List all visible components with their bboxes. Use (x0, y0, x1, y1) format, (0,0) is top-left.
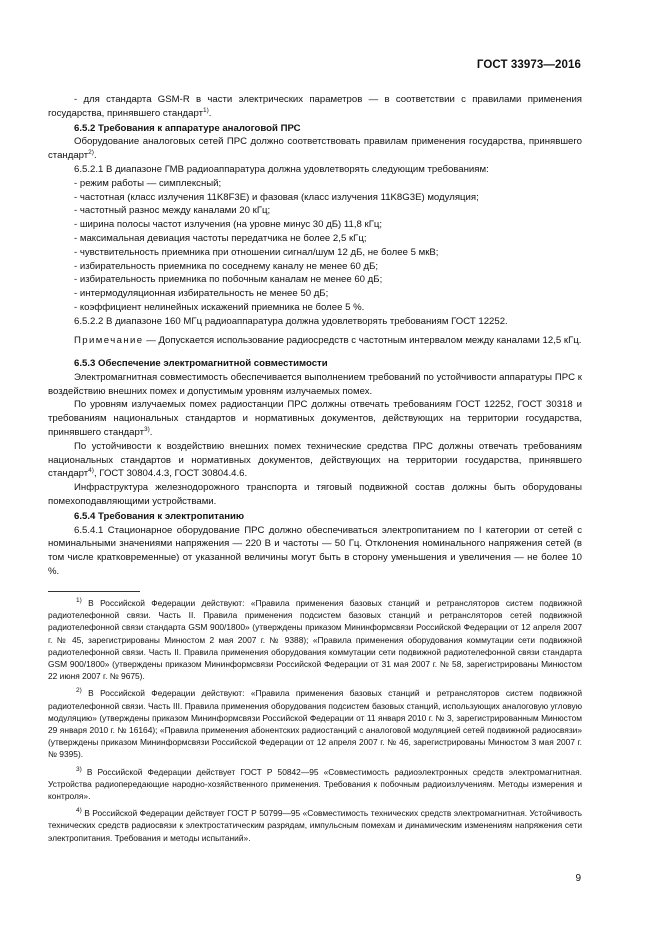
page-number: 9 (575, 873, 581, 884)
section-heading-6-5-3: 6.5.3 Обеспечение электромагнитной совместимости (74, 357, 328, 369)
list-item: - частотный разнос между каналами 20 кГц; (74, 205, 271, 217)
footnote-text: В Российской Федерации действуют: «Правила применения базовых станций и ретрансляторов систем подвижной радиотелефонной связи. Часть III. Правила применения оборудования подсистем базовых станций, использующих аналоговую угловую модуляцию» (утверждены приказом Мининформсвязи Российской Федерации от 11 января 2010 г. № 3, зарегистрированным Минюстом 29 января 2010 г. № 16164); «Правила применения абонентских радиостанций с аналоговой модуляцией сетей подвижной радиосвязи» (утверждены приказом Мининформсвязи Российской Федерации от 12 апреля 2007 г. № 46, зарегистрированы Минюстом 3 мая 2007 г. № 9395). (48, 688, 582, 760)
list-item: - частотная (класс излучения 11K8F3E) и фазовая (класс излучения 11K8G3E) модуляция; (74, 191, 479, 203)
footnote-text: В Российской Федерации действует ГОСТ Р 50842—95 «Совместимость радиоэлектронных средств электромагнитная. Устройства радиопередающие народно-хозяйственного применения. Требования к побочным радиоизлучениям. Методы измерения и контроля». (48, 766, 582, 802)
footnote-mark: 1) (76, 597, 82, 604)
footnote-ref: 4) (88, 467, 94, 475)
footnote-mark: 3) (76, 765, 82, 773)
document-code-header: ГОСТ 33973—2016 (476, 59, 581, 71)
section-heading-6-5-2: 6.5.2 Требования к аппаратуре аналоговой ПРС (74, 122, 301, 134)
paragraph-infrastructure: Инфраструктура железнодорожного транспорта и тяговый подвижной состав должны быть оборудованы помехоподавляющими устройствами. (48, 482, 582, 507)
footnote-divider (48, 591, 140, 592)
list-item: - чувствительность приемника при отношении сигнал/шум 12 дБ, не более 5 мкВ; (74, 246, 439, 258)
paragraph-6-5-2-2: 6.5.2.2 В диапазоне 160 МГц радиоаппаратура должна удовлетворять требованиям ГОСТ 12252. (74, 315, 508, 327)
footnote (48, 766, 582, 803)
list-item: - интермодуляционная избирательность не менее 50 дБ; (74, 288, 329, 300)
paragraph-text-end: , ГОСТ 30804.4.3, ГОСТ 30804.4.6. (93, 468, 248, 480)
note-text: — Допускается использование радиосредств с частотным интервалом между каналами 12,5 кГц. (143, 334, 582, 346)
section-heading-6-5-4: 6.5.4 Требования к электропитанию (74, 510, 245, 522)
paragraph-emc: Электромагнитная совместимость обеспечивается выполнением требований по устойчивости аппаратуры ПРС к воздействию внешних помех и допустимым уровням излучаемых помех. (48, 371, 582, 397)
paragraph-text: По уровням излучаемых помех радиостанции ПРС должны отвечать требованиям ГОСТ 12252, ГОСТ 30318 и требованиям национальных стандартов и нормативных документов, действующих на территории государства, принявшего стандарт (48, 399, 582, 438)
paragraph-6-5-2-1: 6.5.2.1 В диапазоне ГМВ радиоаппаратура должна удовлетворять следующим требованиям: (74, 163, 489, 175)
paragraph-gsm-r (48, 93, 582, 121)
list-item: - избирательность приемника по соседнему каналу не менее 60 дБ; (74, 260, 379, 272)
list-item: - максимальная девиация частоты передатчика не более 2,5 кГц; (74, 232, 367, 244)
paragraph-text-end: . (149, 426, 153, 438)
paragraph-text: По устойчивости к воздействию внешних помех технические средства ПРС должны отвечать требованиям национальных стандартов и нормативных документов, действующих на территории государства, принявшего стандарт (48, 440, 582, 480)
footnote-text: В Российской Федерации действует ГОСТ Р 50799—95 «Совместимость технических средств электромагнитная. Устойчивость технических средств радиосвязи к электростатическим разрядам, импульсным помехам и динамическим изменениям напряжения сети электропитания. Требования и методы испытаний». (48, 808, 582, 843)
footnote (48, 687, 582, 760)
note-label: Примечание (74, 334, 144, 346)
footnote (48, 807, 582, 844)
paragraph-immunity (48, 440, 582, 481)
list-item: - коэффициент нелинейных искажений приемника не более 5 %. (74, 301, 365, 313)
footnote (48, 597, 582, 682)
list-item: - режим работы — симплексный; (74, 177, 222, 189)
paragraph-text-end: . (93, 150, 97, 162)
paragraph-analog-equipment (48, 135, 582, 163)
main-text (48, 93, 582, 579)
paragraph-text: - для стандарта GSM-R в части электрических параметров — в соответствии с правилами применения государства, принявшего стандарт (48, 94, 582, 119)
footnote-mark: 2) (76, 687, 82, 695)
paragraph-text: Оборудование аналоговых сетей ПРС должно соответствовать правилам применения государства, принявшего стандарт (48, 136, 582, 162)
paragraph-emission-levels (48, 398, 582, 439)
list-item: - ширина полосы частот излучения (на уровне минус 30 дБ) 11,8 кГц; (74, 219, 383, 231)
footnote-mark: 4) (76, 807, 82, 815)
paragraph-6-5-4-1: 6.5.4.1 Стационарное оборудование ПРС должно обеспечиваться электропитанием по I категории от сетей с номинальными значениями напряжения — 220 В и частоты — 50 Гц. Отклонения номинального напряжения сетей (в том числе кратковременные) от указанной величины могут быть в сторону уменьшения и увеличения — не более 10 %. (48, 524, 582, 577)
footnote-ref: 2) (88, 149, 94, 157)
list-item: - избирательность приемника по побочным каналам не менее 60 дБ; (74, 274, 383, 286)
footnote-ref: 1) (202, 106, 209, 114)
note (48, 334, 582, 348)
footnote-text: В Российской Федерации действуют: «Правила применения базовых станций и ретрансляторов систем подвижной радиотелефонной связи. Часть II. Правила применения подсистем базовых станций и ретрансляторов сетей подвижной радиотелефонной связи стандарта GSM 900/1800» (утверждены приказом Мининформсвязи Российской Федерации от 12 апреля 2007 г. № 45, зарегистрированы Минюстом 2 мая 2007 г. № 9388); «Правила применения оборудования коммутации сети подвижной радиотелефонной связи. Часть II. Правила применения оборудования коммутации сети подвижной радиотелефонной связи стандарта GSM 900/1800» (утверждены приказом Мининформсвязи Российской Федерации от 31 мая 2007 г. № 58, зарегистрированы Минюстом 22 июня 2007 г. № 9675). (48, 598, 582, 682)
footnotes (48, 591, 582, 849)
paragraph-text-end: . (208, 107, 212, 119)
footnote-ref: 3) (143, 425, 150, 433)
